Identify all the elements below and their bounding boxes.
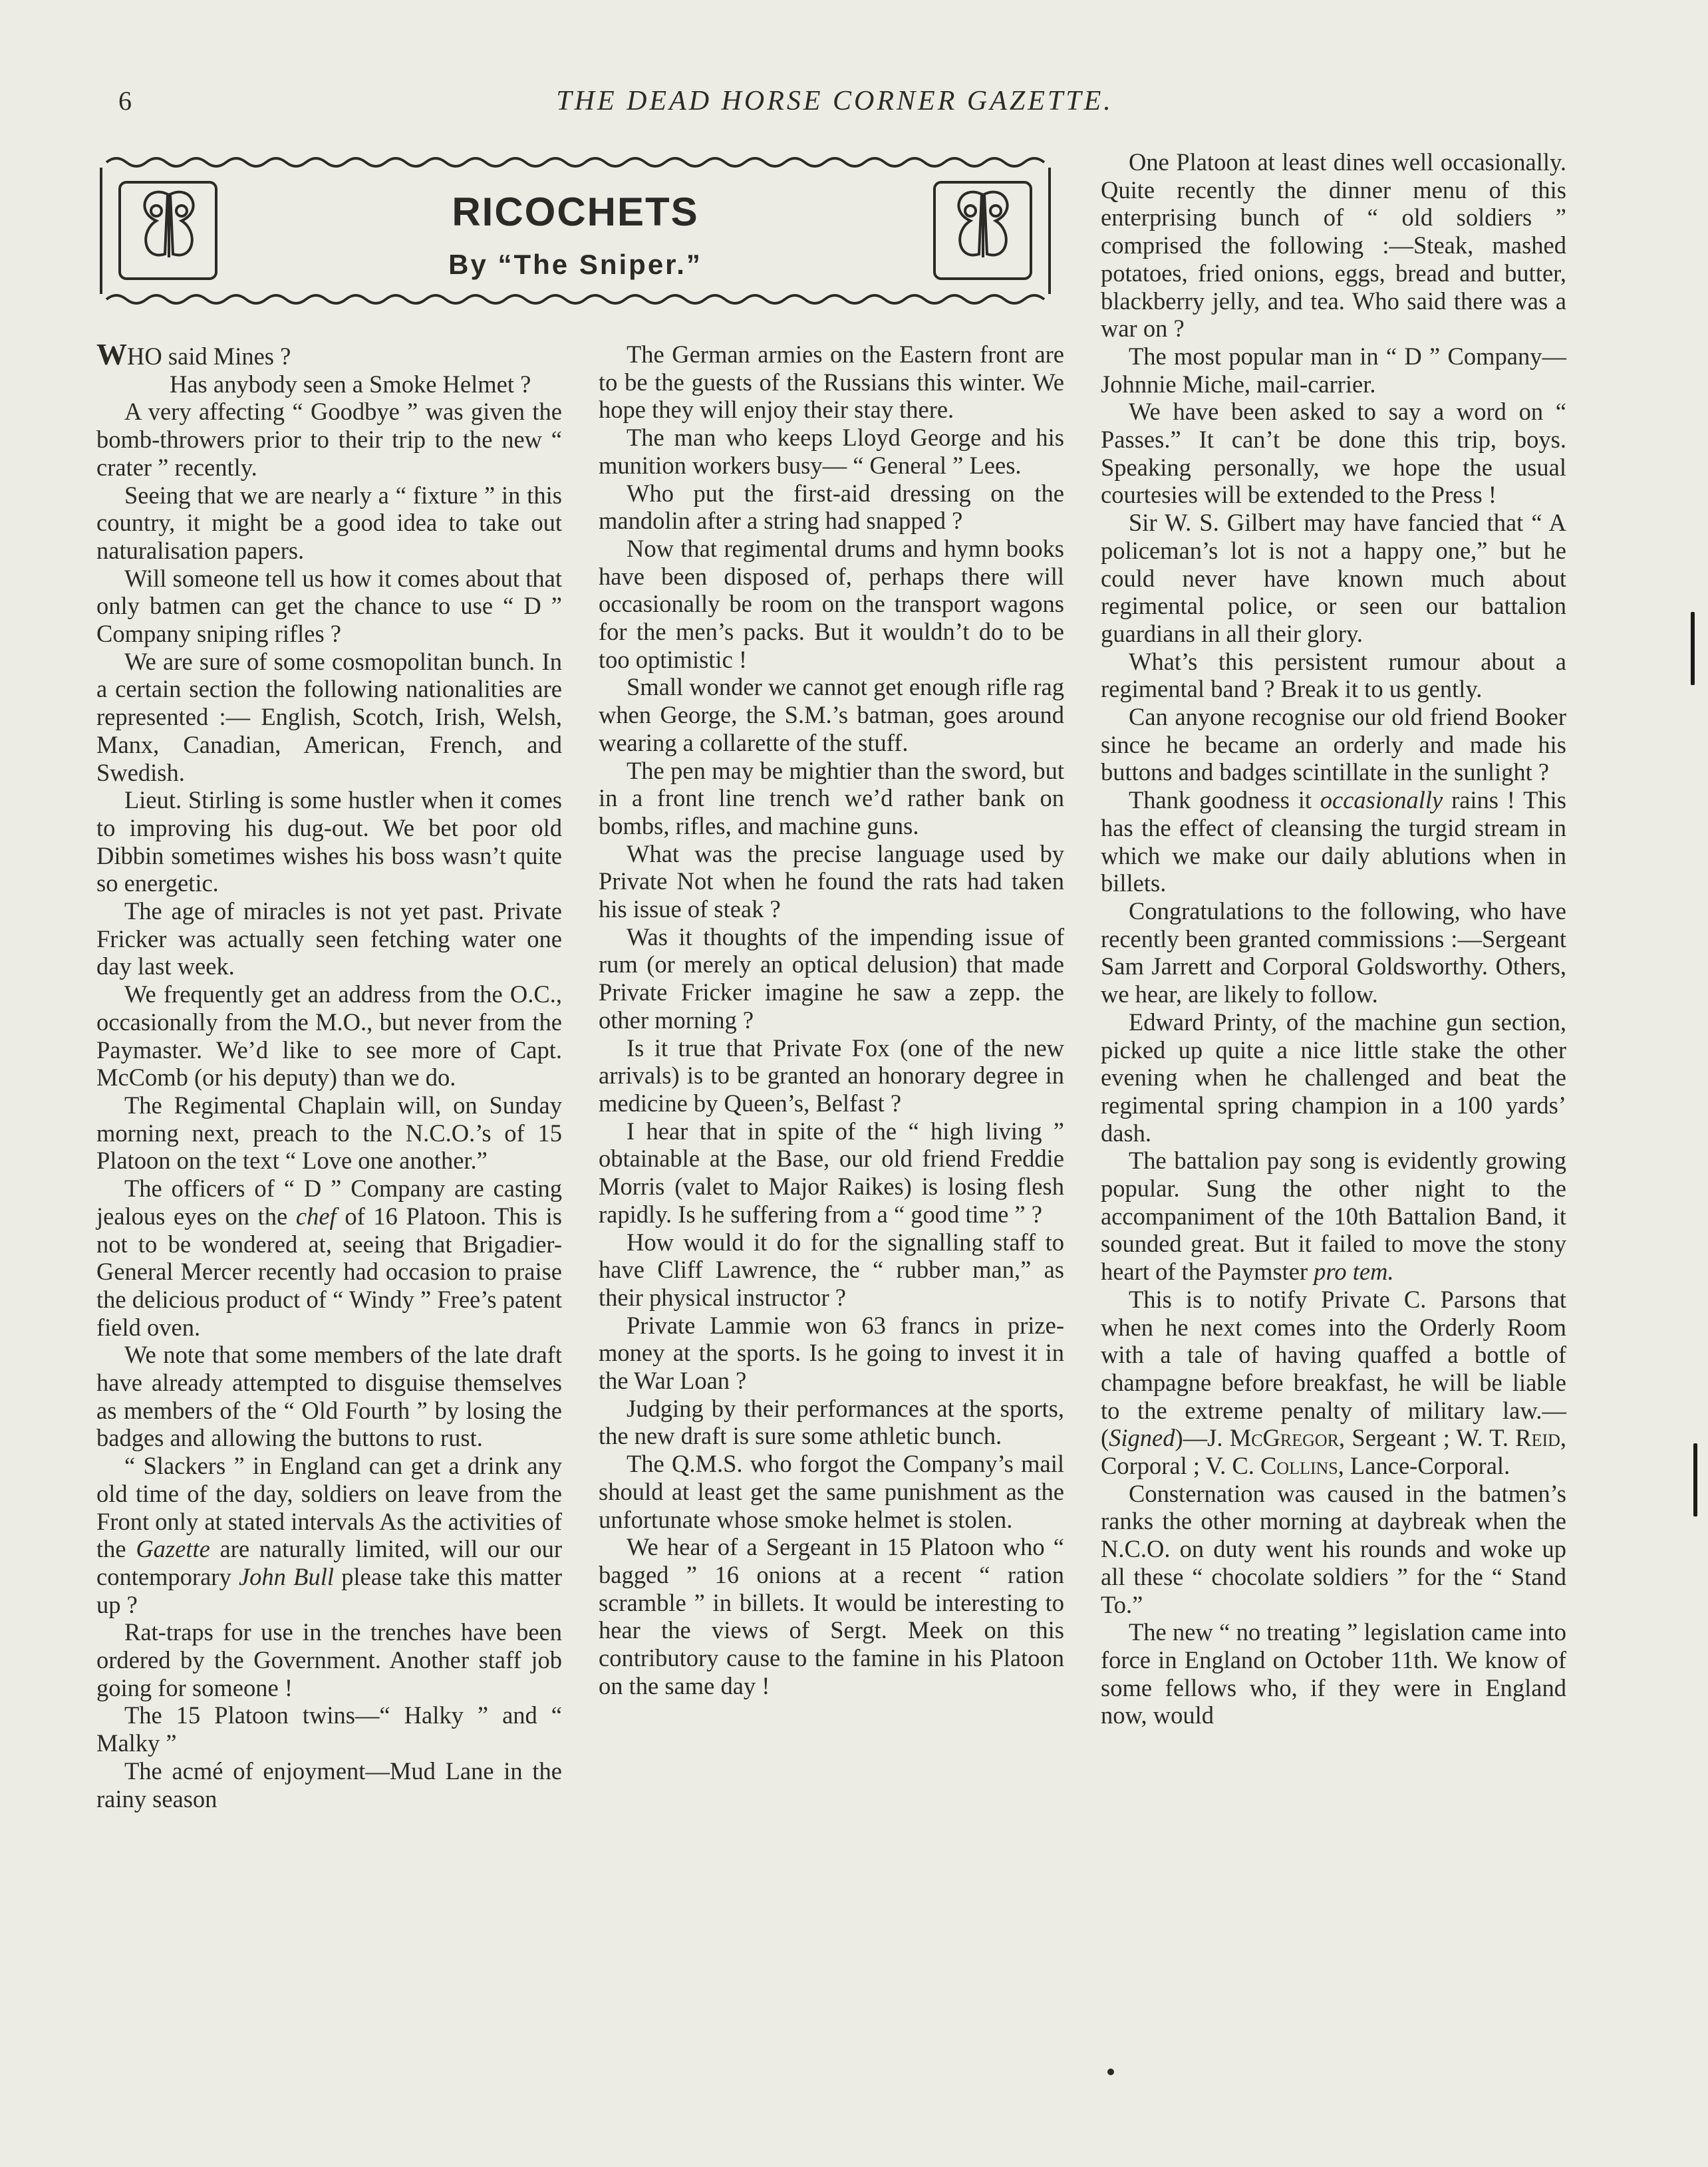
paragraph: Edward Printy, of the machine gun section, picked up quite a nice little stake the other evening when he challenged and beat the regimental spring champion in a 100 yards’ dash. [1101, 1008, 1566, 1147]
italic-text: John Bull [238, 1562, 334, 1590]
paragraph [96, 1452, 562, 1618]
paragraph: The new “ no treating ” legislation came into force in England on October 11th. We know of some fellows who, if they were in England now, would [1101, 1618, 1566, 1729]
paragraph-text: “ Slackers ” in England can get a drink any old time of the day, soldiers on leave from the Front only at stated intervals As the activities of the [96, 1452, 562, 1563]
article-byline: By “The Sniper.” [448, 249, 702, 280]
signatory-name: Collins [1260, 1452, 1338, 1480]
paragraph: Small wonder we cannot get enough rifle rag when George, the S.M.’s batman, goes around wearing a collarette of the stuff. [599, 673, 1064, 756]
dot-mark [1107, 2069, 1114, 2075]
running-title: THE DEAD HORSE CORNER GAZETTE. [556, 86, 1113, 116]
paragraph: Has anybody seen a Smoke Helmet ? [170, 370, 531, 398]
paragraph: The Regimental Chaplain will, on Sunday morning next, preach to the N.C.O.’s of 15 Platoon on the text “ Love one another.” [96, 1091, 562, 1175]
binding-mark [1691, 612, 1695, 685]
paragraph-text: )—J. [1175, 1424, 1230, 1452]
paragraph: The 15 Platoon twins—“ Halky ” and “ Malky ” [96, 1701, 562, 1757]
paragraph [96, 1175, 562, 1341]
paragraph: How would it do for the signalling staff to have Cliff Lawrence, the “ rubber man,” as their physical instructor ? [599, 1228, 1064, 1311]
text-column-2 [599, 341, 1064, 1699]
paragraph-text: rains ! This has the effect of cleansing the turgid stream in which we make our daily ablutions when in billets. [1101, 786, 1566, 897]
italic-text: Signed [1109, 1424, 1175, 1452]
paragraph: One Platoon at least dines well occasionally. Quite recently the dinner menu of this enterprising bunch of “ old soldiers ” comprised the following :—Steak, mashed potatoes, fried onions, eggs, bread and butter, blackberry jelly, and tea. Who said there was a war on ? [1101, 148, 1566, 343]
signatory-name: Reid [1515, 1424, 1560, 1452]
paragraph: Private Lammie won 63 francs in prize-money at the sports. Is he going to invest it in the War Loan ? [599, 1311, 1064, 1395]
italic-text: chef [295, 1202, 337, 1230]
paragraph-text: please take this matter up ? [96, 1562, 562, 1618]
paragraph: Rat-traps for use in the trenches have been ordered by the Government. Another staff job going for someone ! [96, 1618, 562, 1701]
paragraph: Is it true that Private Fox (one of the new arrivals) is to be granted an honorary degree in medicine by Queen’s, Belfast ? [599, 1034, 1064, 1117]
paragraph: Lieut. Stirling is some hustler when it comes to improving his dug-out. We bet poor old Dibbin sometimes wishes his boss wasn’t quite so energetic. [96, 786, 562, 897]
paragraph-text: , Sergeant ; W. T. [1339, 1424, 1516, 1452]
paragraph [96, 337, 562, 371]
paragraph: The pen may be mightier than the sword, but in a front line trench we’d rather bank on bombs, rifles, and machine guns. [599, 756, 1064, 839]
paragraph: We hear of a Sergeant in 15 Platoon who “ bagged ” 16 onions at a recent “ ration scramble ” in billets. It would be interesting to hear the views of Sergt. Meek on this contributory cause to the famine in his Platoon on the same day ! [599, 1533, 1064, 1699]
italic-text: Gazette [136, 1535, 210, 1563]
paragraph [1101, 1147, 1566, 1286]
paragraph-text: The battalion pay song is evidently growing popular. Sung the other night to the accompaniment of the 10th Battalion Band, it sounded great. But it failed to move the stony heart of the Paymster [1101, 1147, 1566, 1286]
paragraph: Sir W. S. Gilbert may have fancied that “ A policeman’s lot is not a happy one,” but he could never have known much about regimental police, or seen our battalion guardians in all their glory. [1101, 509, 1566, 647]
page-number: 6 [118, 86, 132, 116]
paragraph-text: of 16 Platoon. This is not to be wondered at, seeing that Brigadier-General Mercer recently had occasion to praise the delicious product of “ Windy ” Free’s patent field oven. [96, 1202, 563, 1341]
paragraph: The acmé of enjoyment—Mud Lane in the rainy season [96, 1757, 562, 1812]
paragraph-text: Thank goodness it [1129, 786, 1320, 814]
paragraph-text: The officers of “ D ” Company are casting jealous eyes on the [96, 1175, 562, 1230]
paragraph: We frequently get an address from the O.C., occasionally from the M.O., but never from the Paymaster. We’d like to see more of Capt. McComb (or his deputy) than we do. [96, 980, 562, 1091]
paragraph: The age of miracles is not yet past. Private Fricker was actually seen fetching water one day last week. [96, 897, 562, 980]
text-column-3 [1101, 148, 1566, 1729]
paragraph [1101, 1286, 1566, 1480]
paragraph: We have been asked to say a word on “ Passes.” It can’t be done this trip, boys. Speaking personally, we hope the usual courtesies will be extended to the Press ! [1101, 398, 1566, 509]
paragraph-text: are naturally limited, will our our contemporary [96, 1535, 563, 1590]
paragraph: Now that regimental drums and hymn books have been disposed of, perhaps there will occasionally be room on the transport wagons for the men’s packs. But it wouldn’t do to be too optimistic ! [599, 534, 1064, 673]
paragraph-text: , Lance-Corporal. [1338, 1452, 1510, 1480]
drop-cap: W [96, 337, 127, 371]
paragraph: What was the precise language used by Private Not when he found the rats had taken his issue of steak ? [599, 839, 1064, 923]
paragraph [1101, 786, 1566, 897]
paragraph: Consternation was caused in the batmen’s ranks the other morning at daybreak when the N.C.O. on duty went his rounds and woke up all these “ chocolate soldiers ” for the “ Stand To.” [1101, 1479, 1566, 1618]
signatory-name: McGregor [1229, 1424, 1340, 1452]
paragraph: Who put the first-aid dressing on the mandolin after a string had snapped ? [599, 479, 1064, 535]
paragraph: Seeing that we are nearly a “ fixture ” in this country, it might be a good idea to take out naturalisation papers. [96, 481, 562, 564]
paragraph: Judging by their performances at the sports, the new draft is sure some athletic bunch. [599, 1394, 1064, 1450]
paragraph: Was it thoughts of the impending issue of rum (or merely an optical delusion) that made Private Fricker imagine he saw a zepp. the other morning ? [599, 923, 1064, 1034]
italic-text: pro tem. [1314, 1258, 1394, 1286]
paragraph: Congratulations to the following, who have recently been granted commissions :—Sergeant Sam Jarrett and Corporal Goldsworthy. Others, we hear, are likely to follow. [1101, 897, 1566, 1008]
paragraph: Can anyone recognise our old friend Booker since he became an orderly and made his buttons and badges scintillate in the sunlight ? [1101, 703, 1566, 786]
paragraph: We are sure of some cosmopolitan bunch. In a certain section the following nationalities are represented :— English, Scotch, Irish, Welsh, Manx, Canadian, American, French, and Swedish. [96, 647, 562, 786]
article-heading-box [93, 148, 1058, 314]
article-title: RICOCHETS [452, 190, 699, 234]
paragraph: Will someone tell us how it comes about that only batmen can get the chance to use “ D ” Company sniping rifles ? [96, 564, 562, 648]
italic-text: occasionally [1320, 786, 1443, 814]
binding-mark [1693, 1443, 1697, 1517]
paragraph: The man who keeps Lloyd George and his munition workers busy— “ General ” Lees. [599, 424, 1064, 479]
paragraph: What’s this persistent rumour about a regimental band ? Break it to us gently. [1101, 647, 1566, 703]
paragraph-text: HO said Mines ? [127, 343, 291, 370]
text-column-1 [96, 337, 563, 1812]
paragraph: A very affecting “ Goodbye ” was given the bomb-throwers prior to their trip to the new “ crater ” recently. [96, 398, 562, 481]
paragraph: I hear that in spite of the “ high living ” obtainable at the Base, our old friend Freddie Morris (valet to Major Raikes) is losing flesh rapidly. Is he suffering from a “ good time ” ? [599, 1117, 1064, 1228]
paragraph: We note that some members of the late draft have already attempted to disguise themselves as members of the “ Old Fourth ” by losing the badges and allowing the buttons to rust. [96, 1341, 562, 1452]
paragraph-text: This is to notify Private C. Parsons that when he next comes into the Orderly Room with a tale of having quaffed a bottle of champagne before breakfast, he will be liable to the extreme penalty of military law.— ( [1101, 1285, 1566, 1452]
paragraph: The German armies on the Eastern front are to be the guests of the Russians this winter. We hope they will enjoy their stay there. [599, 341, 1064, 424]
paragraph-text: , Corporal ; V. C. [1101, 1424, 1567, 1480]
paragraph: The most popular man in “ D ” Company—Johnnie Miche, mail-carrier. [1101, 342, 1566, 398]
paragraph: The Q.M.S. who forgot the Company’s mail should at least get the same punishment as the unfortunate whose smoke helmet is stolen. [599, 1450, 1064, 1533]
